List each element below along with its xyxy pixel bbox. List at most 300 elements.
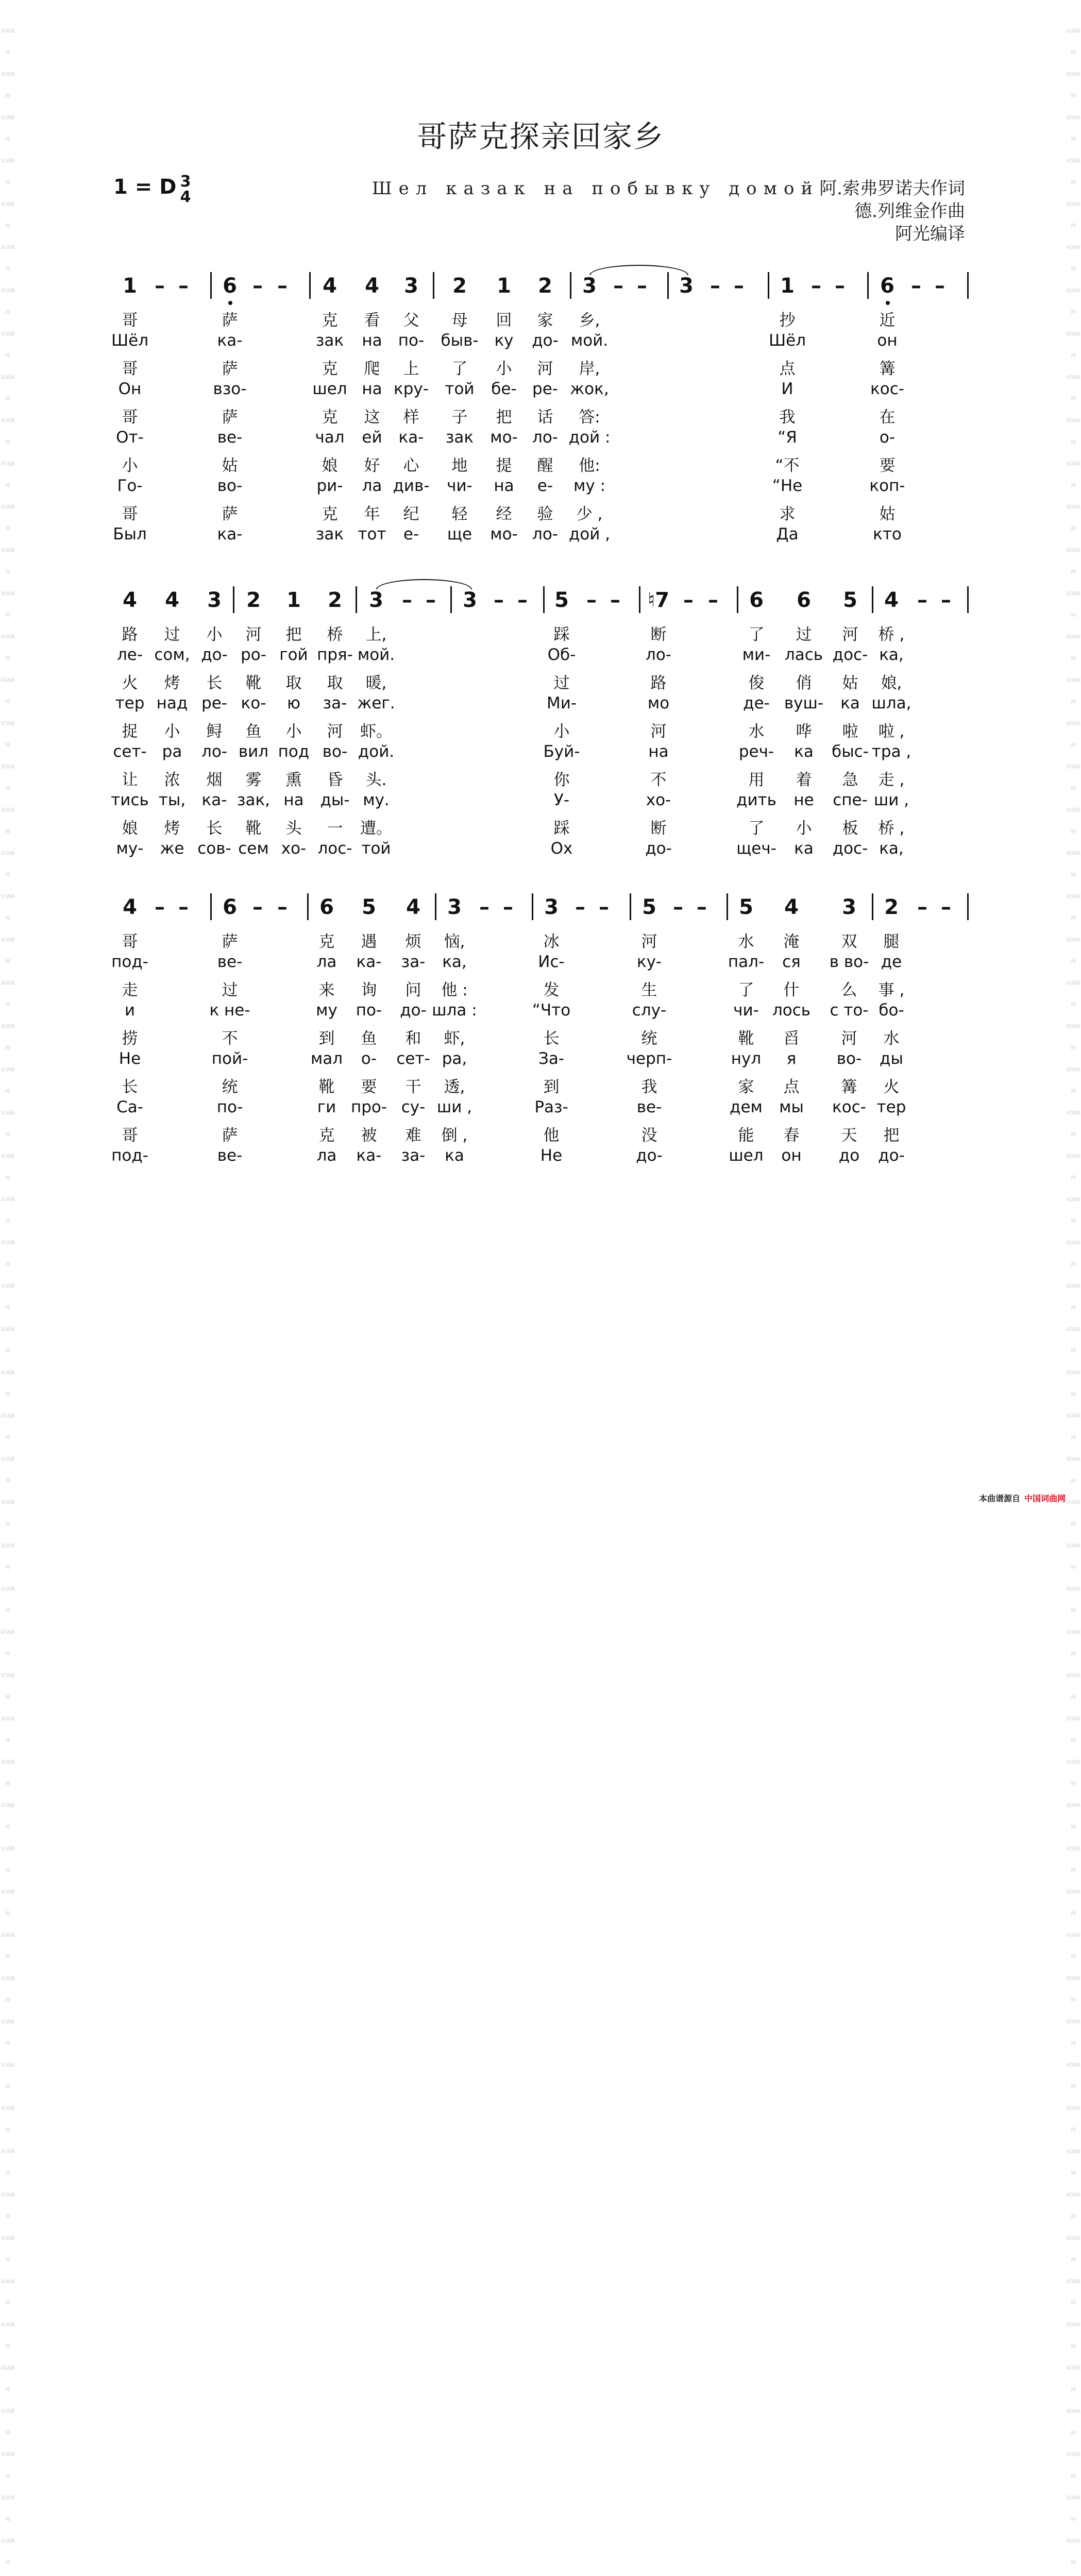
edge-watermark-text: 试读曲网 [1066,2496,1080,2522]
note: 6 [797,588,811,612]
lyric-syllable: “Что [532,1001,571,1020]
edge-watermark-text: 试读曲网 [1066,1111,1080,1138]
lyric-syllable: тер [876,1098,906,1116]
lyric-syllable: 浓 [164,771,180,789]
note: 4 [165,588,179,612]
barline [309,272,311,299]
lyric-syllable: слу- [632,1001,667,1020]
note: 4 [365,274,379,298]
lyric-syllable: 点 [783,1078,800,1096]
barline [532,893,533,920]
lyric-syllable: тот [358,525,386,544]
lyric-syllable: 暖, [365,674,387,692]
note: – [252,274,263,298]
edge-watermark-text: 试读曲网 [1,765,15,791]
note: 1 [497,274,511,298]
edge-watermark-text: 试读曲网 [1,1760,15,1787]
note: 3 [463,588,477,612]
lyric-syllable: 天 [841,1126,857,1145]
note: 1 [286,588,301,612]
lyric-syllable: 把 [496,408,512,427]
lyric-syllable: ка- [217,525,243,544]
lyric-syllable: 家 [537,311,553,330]
lyric-syllable: ве- [636,1098,662,1116]
time-signature-top: 3 [180,173,191,191]
lyric-syllable: 点 [779,360,796,378]
note: 6 [880,274,894,298]
lyric-syllable: 啦 , [878,722,905,741]
lyric-syllable: 桥 , [878,625,905,644]
lyric-syllable: за- [401,953,426,971]
lyric-syllable: черп- [626,1049,672,1068]
edge-watermark-text: 试读曲网 [1066,2539,1080,2566]
edge-watermark-text: 试读曲网 [1,678,15,705]
lyric-syllable: 篝 [879,360,896,378]
lyric-syllable: лос- [317,839,352,858]
note: – [911,274,921,298]
edge-watermark-text: 试读曲网 [1,1284,15,1311]
lyric-syllable: на [283,791,304,809]
lyric-syllable: “不 [775,456,800,475]
lyric-syllable: 上 [403,360,419,378]
note: – [697,895,707,919]
lyric-syllable: 熏 [285,771,302,789]
lyric-syllable: 鱼 [361,1029,377,1048]
lyric-syllable: ка, [879,839,904,858]
lyric-syllable: 河 [650,722,667,741]
edge-watermark-text: 试读曲网 [1066,1500,1080,1527]
edge-watermark-text: 试读曲网 [1066,1803,1080,1830]
lyric-syllable: 姑 [879,505,896,523]
lyric-syllable: 过 [164,625,180,644]
note: – [586,588,597,612]
lyric-syllable: 要 [361,1078,377,1096]
lyric-syllable: 俊 [748,674,765,692]
edge-watermark-text: 试读曲网 [1,2236,15,2263]
edge-watermark-text: 试读曲网 [1,159,15,185]
lyric-syllable: 遭。 [360,819,392,838]
edge-watermark-text: 试读曲网 [1,1024,15,1051]
edge-watermark-text: 试读曲网 [1066,2452,1080,2479]
edge-watermark-text: 试读曲网 [1066,981,1080,1008]
barline [967,586,969,613]
note: – [613,274,623,298]
note: 2 [328,588,342,612]
lyric-syllable: под- [111,953,148,971]
barline [450,586,452,613]
edge-watermark-text [1066,2574,1081,2576]
edge-watermark-text: 试读曲网 [1066,635,1080,662]
lyric-syllable: быв- [441,331,479,350]
lyric-syllable: 家 [738,1078,754,1096]
lyric-syllable: 答: [579,408,600,427]
lyric-syllable: 他 [543,1126,560,1145]
edge-watermark-text: 试读曲网 [1066,1067,1080,1094]
lyric-syllable: 鲟 [206,722,223,741]
lyric-syllable: ку [494,331,514,350]
lyric-syllable: 长 [122,1078,138,1096]
edge-watermark-text: 试读曲网 [1,1111,15,1138]
note: 2 [246,588,261,612]
lyric-syllable: 醒 [537,456,553,475]
lyric-syllable: ка, [879,646,904,664]
lyric-syllable: коп- [869,477,905,495]
barline [435,893,436,920]
lyric-syllable: Го- [117,477,143,495]
lyric-syllable: тись [111,791,149,809]
edge-watermark-text: 试读曲网 [1066,115,1080,142]
note: 4 [123,588,137,612]
edge-watermark-text: 试读曲网 [1066,375,1080,402]
lyric-syllable: 在 [879,408,896,427]
lyric-syllable: 乡, [579,311,600,330]
lyric-syllable: ре- [201,694,227,713]
edge-watermark-text: 试读曲网 [1,418,15,445]
edge-watermark-text: 试读曲网 [1066,2106,1080,2133]
lyric-syllable: 过 [553,674,570,692]
lyric-syllable: вуш- [784,694,824,713]
edge-watermark-text: 试读曲网 [1066,1673,1080,1700]
lyric-syllable: 火 [883,1078,900,1096]
lyric-syllable: зак, [237,791,271,809]
edge-watermark-text: 试读曲网 [1066,2279,1080,2306]
lyric-syllable: 经 [496,505,512,523]
lyric-syllable: Шёл [768,331,806,350]
note: – [935,274,945,298]
edge-watermark-text: 试读曲网 [1,851,15,878]
note: 5 [843,588,857,612]
edge-watermark-text: 试读曲网 [1066,1976,1080,2003]
edge-watermark-text: 试读曲网 [1066,851,1080,878]
note: 3 [404,274,418,298]
edge-watermark-text: 试读曲网 [1,981,15,1008]
lyric-syllable: под [278,742,310,761]
lyric-syllable: 把 [285,625,302,644]
footer-site-name: 中国词曲网 [1024,1494,1066,1503]
lyric-syllable: 着 [796,771,812,789]
note: 3 [544,895,559,919]
edge-watermark-text: 试读曲网 [1,1673,15,1700]
lyric-syllable: до- [532,331,559,350]
lyric-syllable: Не [540,1146,563,1165]
lyric-syllable: во- [322,742,348,761]
edge-watermark-text: 试读曲网 [1,2106,15,2133]
lyric-syllable: ку- [636,953,662,971]
lyric-syllable: 篝 [841,1078,857,1096]
note: 3 [207,588,222,612]
edge-watermark-text: 试读曲网 [1,1717,15,1743]
lyric-syllable: я [786,1049,797,1068]
lyric-syllable: ги [317,1098,336,1116]
lyric-syllable: 双 [841,933,857,951]
note: 6 [319,895,334,919]
lyric-syllable: 娘 [322,456,338,475]
lyric-syllable: ка [445,1146,464,1165]
lyric-syllable: кру- [394,380,429,398]
lyric-syllable: 小 [496,360,512,378]
edge-watermark-text: 试读曲网 [1066,2366,1080,2393]
note: – [178,895,189,919]
lyric-syllable: 了 [748,625,765,644]
lyric-syllable: мал [310,1049,343,1068]
lyric-syllable: му- [116,839,144,858]
lyric-syllable: 冰 [543,933,560,951]
lyric-syllable: 淹 [783,933,800,951]
edge-watermark-text: 试读曲网 [1,2409,15,2436]
lyric-syllable: ри- [316,477,343,495]
lyric-syllable: У- [553,791,570,809]
lyric-syllable: де- [743,694,770,713]
note: 4 [323,274,337,298]
lyric-syllable: чал [315,428,345,447]
edge-watermark-text: 试读曲网 [1066,1587,1080,1614]
russian-title: Шел казак на побывку домой [371,178,820,199]
lyric-syllable: тра , [871,742,911,761]
lyric-syllable: 桥 [327,625,343,644]
note: – [917,588,927,612]
note: 4 [406,895,420,919]
lyric-syllable: От- [116,428,144,447]
edge-watermark-text: 试读曲网 [1066,418,1080,445]
barline [872,586,873,613]
note: 2 [884,895,899,919]
note: – [277,895,288,919]
edge-watermark-text: 试读曲网 [1,1500,15,1527]
lyric-syllable: 腿 [883,933,900,951]
lyric-syllable: ся [782,953,801,971]
lyric-syllable: 萨 [222,505,238,523]
left-edge-watermark [0,21,15,2566]
lyric-syllable: 事 , [878,981,905,999]
lyric-syllable: 子 [451,408,468,427]
barline [768,272,769,299]
lyric-syllable: “Не [772,477,803,495]
lyric-syllable: ра, [442,1049,467,1068]
lyric-syllable: 一 [327,819,343,838]
edge-watermark-text: 试读曲网 [1066,72,1080,99]
lyric-syllable: 他: [579,456,600,475]
lyric-syllable: Шёл [111,331,149,350]
lyric-syllable: пря- [317,646,353,664]
lyric-syllable: 萨 [222,1126,238,1145]
barline [543,586,545,613]
lyric-syllable: по- [356,1001,382,1020]
lyric-syllable: 靴 [245,819,262,838]
lyric-syllable: му. [363,791,390,809]
lyric-syllable: 话 [537,408,553,427]
lyric-syllable: 上, [365,625,387,644]
lyric-syllable: 春 [783,1126,800,1145]
lyric-syllable: шла : [432,1001,477,1020]
lyric-syllable: див- [393,477,430,495]
lyric-syllable: 娘, [881,674,902,692]
lyric-syllable: мо- [490,428,518,447]
lyric-syllable: мой. [357,646,395,664]
lyric-syllable: зак [445,428,474,447]
lyric-syllable: 倒 , [441,1126,468,1145]
lyric-syllable: лась [784,646,823,664]
lyric-syllable: дой. [358,742,395,761]
lyric-syllable: до- [636,1146,663,1165]
lyric-syllable: 母 [451,311,468,330]
lyric-syllable: о- [879,428,896,447]
lyric-syllable: 靴 [738,1029,754,1048]
lyric-syllable: 到 [543,1078,560,1096]
note: – [811,274,821,298]
note: ♮7 [647,588,670,612]
lyric-syllable: 娘 [122,819,138,838]
lyric-syllable: сет- [396,1049,430,1068]
note: 6 [223,895,237,919]
lyric-syllable: до- [400,1001,427,1020]
lyric-syllable: 靴 [245,674,262,692]
edge-watermark-text: 试读曲网 [1,72,15,99]
edge-watermark-text: 试读曲网 [1066,2193,1080,2219]
lyric-syllable: 烦 [405,933,421,951]
credits-line-1 [372,177,965,200]
lyric-syllable: 舀 [783,1029,800,1048]
edge-watermark-text: 试读曲网 [1066,938,1080,964]
lyric-syllable: бо- [879,1001,904,1020]
lyric-syllable: во- [217,477,243,495]
note: 6 [223,274,237,298]
lyric-syllable: 生 [641,981,657,999]
lyric-syllable: Об- [547,646,576,664]
lyric-syllable: бе- [491,380,517,398]
lyric-syllable: 小 [553,722,570,741]
note: – [277,274,288,298]
note: – [402,588,412,612]
note: – [917,895,927,919]
lyric-syllable: 哥 [122,1126,138,1145]
lyric-syllable: 啦 [842,722,858,741]
lyric-syllable: 河 [841,1029,857,1048]
lyric-syllable: 统 [641,1029,657,1048]
note: 1 [780,274,795,298]
edge-watermark-text: 试读曲网 [1,1457,15,1484]
lyric-syllable: 到 [318,1029,335,1048]
edge-watermark-text: 试读曲网 [1,2539,15,2566]
note: – [599,895,609,919]
edge-watermark-text: 试读曲网 [1066,2020,1080,2046]
edge-watermark-text: 试读曲网 [1,202,15,229]
lyric-syllable: 发 [543,981,560,999]
lyric-syllable: шел [312,380,347,398]
lyric-syllable: во- [836,1049,862,1068]
lyric-syllable: 提 [496,456,512,475]
lyric-syllable: сов- [197,839,231,858]
lyric-syllable: же [160,839,184,858]
edge-watermark-text: 试读曲网 [1066,1284,1080,1311]
lyric-syllable: о- [361,1049,377,1068]
octave-low-dot [228,301,232,305]
barline [867,272,869,299]
edge-watermark-text: 试读曲网 [1,1197,15,1224]
lyric-syllable: сем [238,839,269,858]
barline [967,893,969,920]
edge-watermark-text: 试读曲网 [1066,2409,1080,2436]
lyric-syllable: 用 [748,771,765,789]
lyric-syllable: дой : [568,428,611,447]
lyric-syllable: 萨 [222,360,238,378]
edge-watermark-text: 试读曲网 [1066,1241,1080,1267]
lyric-syllable: 不 [650,771,667,789]
lyric-syllable: 来 [318,981,335,999]
lyric-syllable: 断 [650,819,667,838]
footer-source-label: 本曲谱源自 [978,1494,1020,1503]
barline [667,272,669,299]
lyric-syllable: Ис- [538,953,565,971]
note: – [683,588,694,612]
note: 4 [784,895,799,919]
lyric-syllable: ши , [873,791,909,809]
lyric-syllable: 了 [738,981,754,999]
lyric-syllable: 水 [738,933,754,951]
lyric-syllable: 哥 [122,505,138,523]
lyric-syllable: 俏 [796,674,812,692]
lyric-syllable: 路 [122,625,138,644]
lyric-syllable: 我 [641,1078,657,1096]
lyric-syllable: 过 [796,625,812,644]
edge-watermark-text: 试读曲网 [1,245,15,272]
lyric-syllable: 姑 [222,456,238,475]
edge-watermark-text: 试读曲网 [1066,721,1080,748]
lyric-syllable: е- [537,477,553,495]
lyric-syllable: 捞 [122,1029,138,1048]
credits [372,177,965,245]
edge-watermark-text: 试读曲网 [1066,2063,1080,2090]
barline [307,893,309,920]
lyric-syllable: ды [880,1049,903,1068]
edge-watermark-text: 试读曲网 [1066,505,1080,532]
edge-watermark-text: 试读曲网 [1066,202,1080,229]
lyric-syllable: 心 [403,456,419,475]
edge-watermark-text: 试读曲网 [1,894,15,921]
lyric-syllable: 踩 [553,625,570,644]
lyric-syllable: ю [286,694,301,713]
lyric-syllable: Ми- [546,694,577,713]
lyric-syllable: 哥 [122,933,138,951]
lyric-syllable: 问 [405,981,421,999]
lyric-syllable: 回 [496,311,512,330]
lyric-syllable: 了 [748,819,765,838]
composer: 德.列维金作曲 [854,201,965,222]
lyric-syllable: му [316,1001,337,1020]
lyric-syllable: на [648,742,669,761]
lyric-syllable: ло- [646,646,671,664]
edge-watermark-text: 试读曲网 [1,1154,15,1181]
note: – [155,274,165,298]
lyric-syllable: над [156,694,188,713]
barline [210,272,212,299]
lyric-syllable: 长 [543,1029,560,1048]
lyric-syllable: Не [119,1049,141,1068]
note: 1 [123,274,137,298]
lyric-syllable: Буй- [543,742,580,761]
lyric-syllable: зак [315,331,344,350]
lyric-syllable: ре- [532,380,558,398]
lyric-syllable: кос- [870,380,904,398]
lyric-syllable: лось [772,1001,811,1020]
lyric-syllable: 我 [779,408,796,427]
lyric-syllable: дой , [568,525,611,544]
edge-watermark-text: 试读曲网 [1066,1154,1080,1181]
right-edge-watermark [1066,21,1081,2566]
note: – [252,895,263,919]
edge-watermark-text: 试读曲网 [1066,289,1080,315]
lyric-syllable: за- [401,1146,426,1165]
lyric-syllable: 小 [206,625,223,644]
